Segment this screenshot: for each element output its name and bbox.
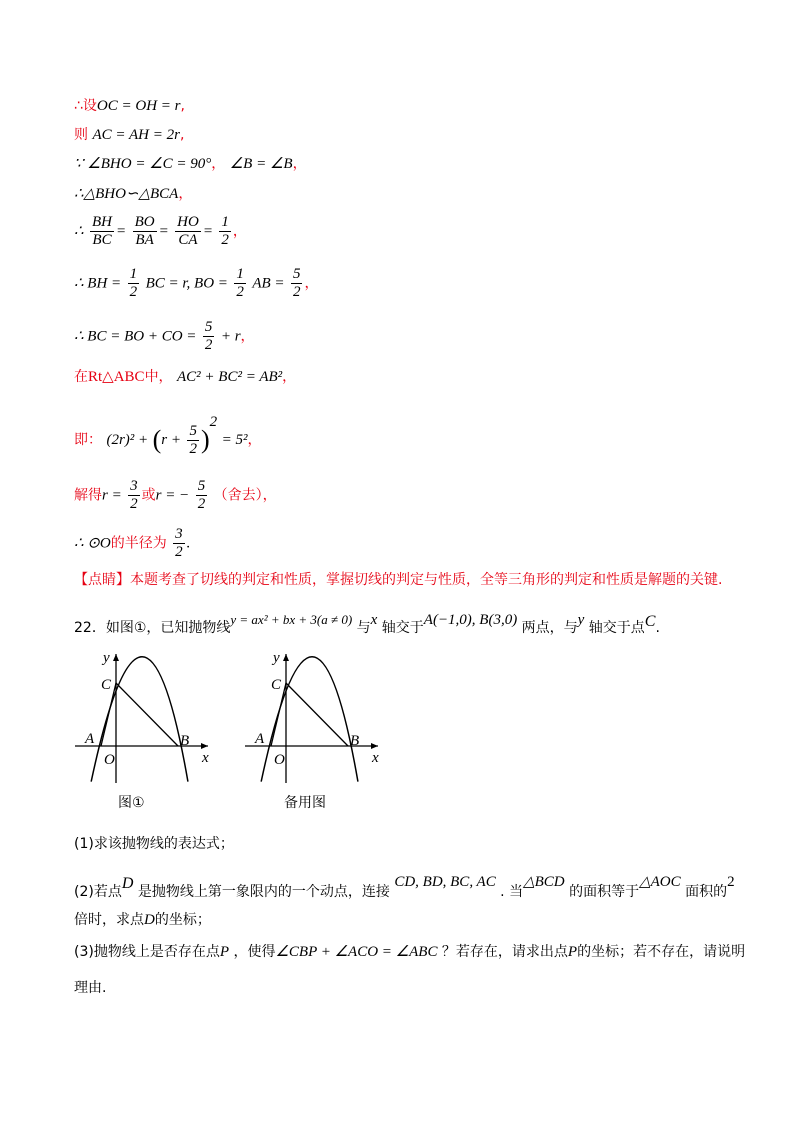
math-expression: ∵ ∠BHO = ∠C = 90°: [74, 156, 212, 172]
math-expression: AB =: [252, 275, 285, 292]
solution-line-8: [74, 367, 296, 387]
solution-text: 在: [74, 369, 88, 385]
solution-text: ，: [292, 156, 307, 172]
solution-text: 的半径为: [110, 535, 167, 552]
math-expression: r = −: [155, 487, 190, 504]
solution-text: 或: [141, 487, 156, 504]
solution-text: ,: [180, 98, 185, 114]
solution-text: ∴设: [74, 98, 97, 114]
label-a: A: [255, 731, 265, 747]
question-text: 两点，与: [521, 620, 578, 636]
question-text: 是抛物线上第一象限内的一个动点，连接: [137, 884, 390, 900]
math-expression: OC = OH = r: [96, 98, 181, 114]
fraction: $\frac{3}{2}$: [175, 526, 183, 560]
question-text: (3)抛物线上是否存在点: [74, 944, 220, 960]
question-text: 的面积等于: [569, 884, 640, 900]
math-expression: ∴: [74, 223, 84, 240]
math-expression: C: [644, 613, 656, 630]
math-expression: A(−1,0), B(3,0): [423, 612, 518, 628]
math-expression: AC = AH = 2r: [92, 127, 180, 143]
math-expression: = 5²: [221, 432, 248, 448]
solution-line-9: 即： (2r)² + (r + $\frac{5}{2}$ )$^2$ = 5²，: [74, 414, 262, 457]
question-text: 的坐标；: [154, 912, 211, 928]
solution-text: 中，: [144, 369, 173, 385]
fraction: $\frac{HO}{CA}$: [177, 214, 199, 248]
figure-2-graph: [240, 648, 390, 788]
label-x: x: [372, 750, 379, 766]
math-expression: P: [219, 944, 230, 960]
fraction: $\frac{5}{2}$: [204, 319, 213, 353]
math-expression: CD, BD, BC, AC: [394, 874, 496, 890]
label-c: C: [271, 677, 282, 693]
math-expression: r =: [102, 487, 122, 504]
y-axis-arrow: [113, 654, 119, 661]
solution-text: 则: [74, 127, 88, 143]
question-text: 的坐标；若不存在，请说明: [577, 944, 746, 960]
solution-text: ，: [240, 328, 255, 345]
solution-text: ，: [211, 156, 226, 172]
fraction: $\frac{BH}{BC}$: [92, 214, 112, 248]
subquestion-2: [74, 872, 735, 902]
fraction: $\frac{5}{2}$: [189, 422, 197, 457]
label-a: A: [85, 731, 95, 747]
label-y: y: [103, 650, 110, 666]
fraction: $\frac{5}{2}$: [197, 478, 206, 512]
solution-text: ，: [232, 223, 247, 240]
question-22-stem: [74, 610, 660, 638]
question-text: (2)若点: [74, 884, 122, 900]
segment-bc: [116, 683, 178, 746]
solution-line-3: [74, 154, 307, 174]
solution-text: （舍去），: [213, 487, 277, 504]
math-expression: y: [577, 612, 585, 628]
solution-line-1: [74, 96, 185, 116]
question-text: 轴交于: [381, 620, 424, 636]
fraction: $\frac{1}{2}$: [221, 214, 229, 248]
math-expression: ∠B = ∠B: [229, 156, 293, 172]
fraction: $\frac{BO}{BA}$: [134, 214, 155, 248]
math-expression: + r: [220, 328, 241, 345]
fraction: $\frac{1}{2}$: [236, 266, 244, 300]
math-expression: AC² + BC² = AB²: [177, 369, 283, 385]
question-text: 与: [356, 620, 371, 636]
question-text: ？若存在，请求出点: [441, 944, 568, 960]
math-expression: ∴ ⊙O: [74, 535, 111, 552]
solution-line-7: [74, 319, 255, 354]
math-expression: r +: [161, 432, 181, 448]
question-text: 倍时，求点: [74, 912, 144, 928]
x-axis-arrow: [201, 743, 208, 749]
figure-1-caption: 图①: [118, 795, 145, 811]
math-expression: △BCD: [523, 874, 565, 890]
solution-line-4: [74, 184, 192, 204]
solution-line-6: [74, 266, 318, 301]
comment-note: 【点睛】本题考查了切线的判定和性质，掌握切线的判定与性质，全等三角形的判定和性质是解题的关键.: [74, 572, 723, 588]
math-expression: Rt△ABC: [88, 369, 145, 385]
math-expression: △AOC: [639, 874, 681, 890]
x-axis-arrow: [371, 743, 378, 749]
segment-bc: [286, 683, 348, 746]
math-expression: ∴△BHO∽△BCA: [74, 186, 179, 202]
y-axis-arrow: [283, 654, 289, 661]
math-expression: ∴ BH =: [74, 275, 122, 292]
question-text: 轴交于点: [588, 620, 645, 636]
fraction: $\frac{1}{2}$: [129, 266, 138, 300]
figure-1-graph: [70, 648, 220, 788]
question-text: ，使得: [233, 944, 276, 960]
subquestion-3-cont: 理由.: [74, 980, 107, 996]
math-expression: y = ax² + bx + 3(a ≠ 0): [230, 612, 353, 627]
math-expression: D: [144, 912, 155, 928]
solution-text: ，: [178, 186, 193, 202]
solution-line-5: ∴ $\frac{BH}{BC}$ = $\frac{BO}{BA}$ = $\frac{HO}{CA}$ = $\frac{1}{2}$ ，: [74, 214, 247, 248]
math-expression: P: [567, 944, 578, 960]
math-expression: BC = r, BO =: [145, 275, 228, 292]
solution-text: 即：: [74, 432, 102, 448]
subquestion-1: (1)求该抛物线的表达式；: [74, 836, 234, 852]
solution-text: ，: [282, 369, 297, 385]
solution-text: ，: [247, 432, 262, 448]
label-b: B: [180, 733, 190, 749]
solution-line-10: [74, 478, 277, 513]
label-o: O: [104, 752, 115, 768]
solution-line-2: [74, 125, 184, 145]
math-expression: D: [121, 875, 134, 892]
label-x: x: [202, 750, 209, 766]
subquestion-3: [74, 942, 745, 962]
solution-text: ,: [179, 127, 185, 143]
question-text: 面积的: [685, 884, 728, 900]
math-expression: x: [370, 612, 378, 628]
label-y: y: [273, 650, 280, 666]
solution-line-11: ∴ ⊙O的半径为 $\frac{3}{2}$ .: [74, 526, 191, 560]
math-expression: ∠CBP + ∠ACO = ∠ABC: [275, 944, 438, 960]
math-expression: (2r)² +: [106, 432, 149, 448]
solution-text: 解得: [74, 487, 102, 504]
math-expression: ∴ BC = BO + CO =: [74, 328, 197, 345]
question-text: 22．如图①，已知抛物线: [74, 620, 231, 636]
question-text: . 当: [500, 884, 524, 900]
question-text: .: [655, 620, 660, 636]
solution-text: ，: [304, 275, 319, 292]
label-o: O: [274, 752, 285, 768]
label-c: C: [101, 677, 112, 693]
fraction: $\frac{3}{2}$: [130, 478, 138, 512]
label-b: B: [350, 733, 360, 749]
subquestion-2-cont: [74, 910, 211, 930]
fraction: $\frac{5}{2}$: [292, 266, 301, 300]
figure-2-caption: 备用图: [284, 795, 326, 811]
math-expression: 2: [727, 874, 735, 890]
